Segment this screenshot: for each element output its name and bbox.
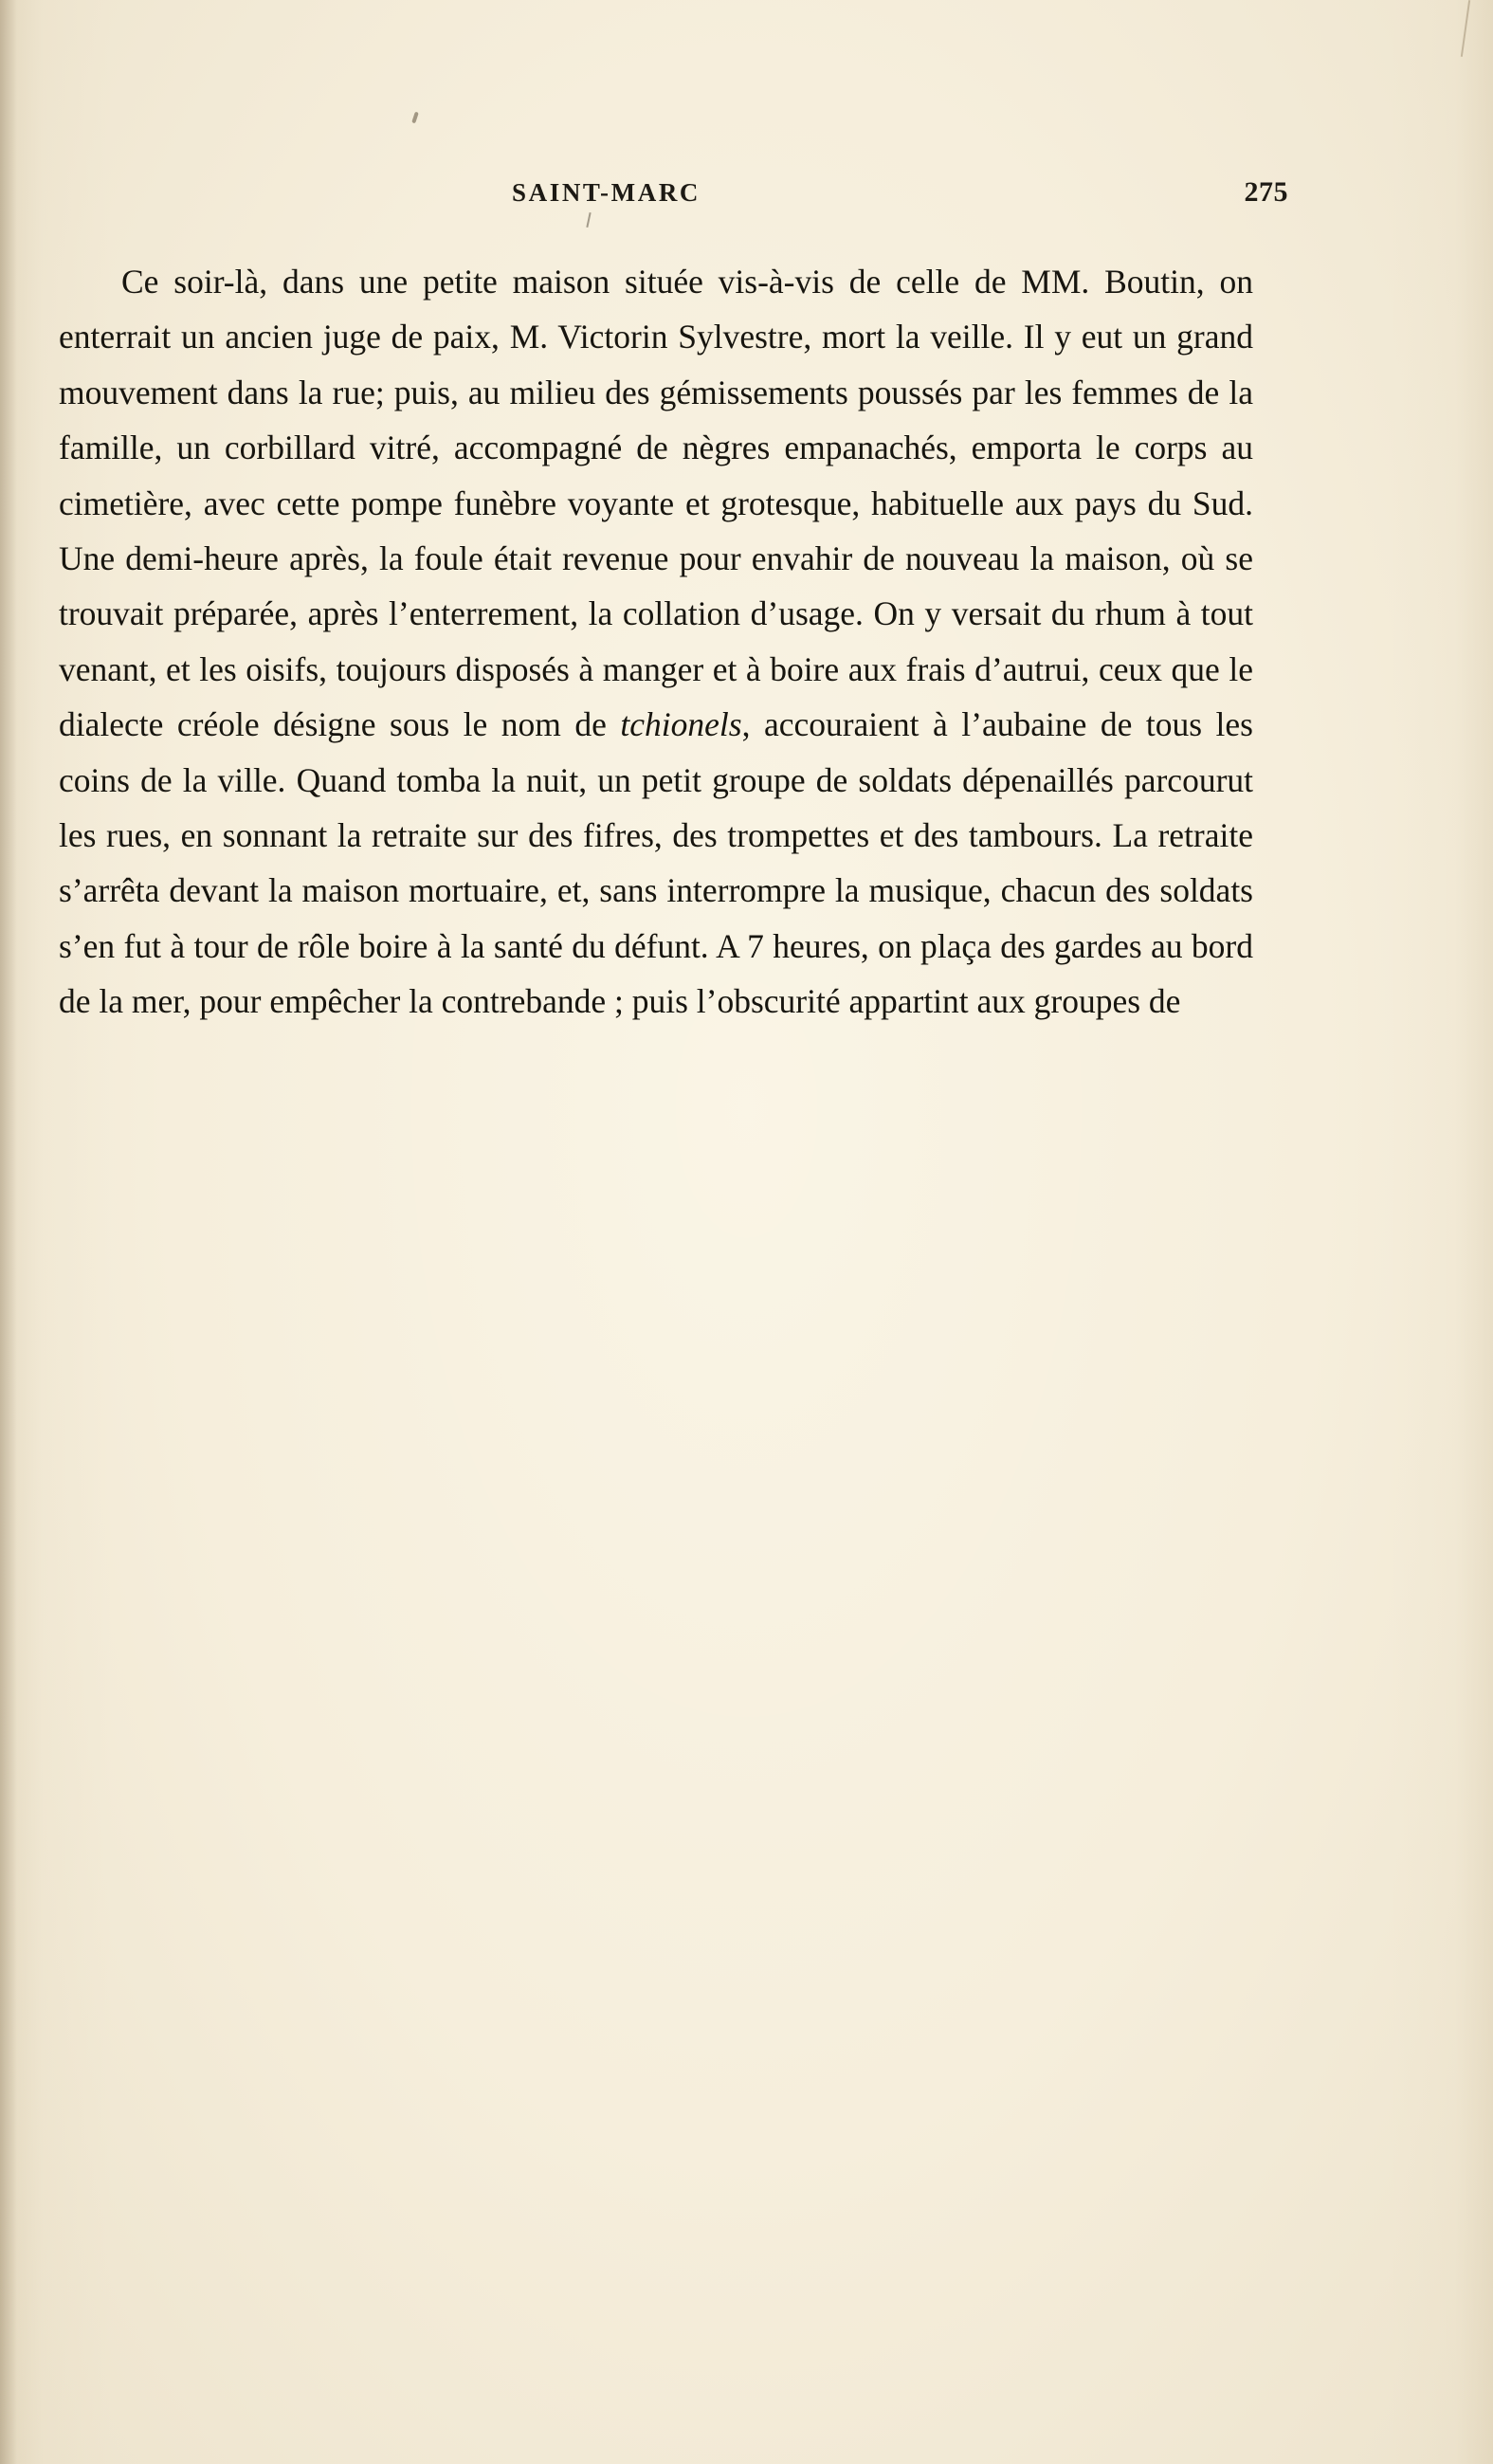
paragraph-1-text-after-italic: , accouraient à l’aubaine de tous les coins de la ville. Quand tomba la nuit, un petit groupe de soldats dépenaillés parcourut les rues, en sonnant la retraite sur des fifres, des trompettes et des tambours. La retraite s’arrêta devant la maison mortuaire, et, sans interrompre la musique, chacun des soldats s’en fut à tour de rôle boire à la santé du défunt. A 7 heures, on plaça des gardes au bord de la mer, pour empêcher la contrebande ; puis l’obscurité appartint aux groupes de — [59, 705, 1253, 1021]
page-body — [59, 254, 1253, 1029]
italic-term-tchionels: tchionels — [620, 705, 742, 744]
ink-speck — [411, 112, 419, 124]
page-number: 275 — [1244, 176, 1288, 208]
page-header — [114, 178, 1379, 216]
ink-tick-mark — [586, 212, 591, 228]
running-head: SAINT-MARC — [512, 178, 701, 207]
paragraph-1-text-before-italic: Ce soir-là, dans une petite maison située vis-à-vis de celle de MM. Boutin, on enterrait un ancien juge de paix, M. Victorin Sylvestre, mort la veille. Il y eut un grand mouvement dans la rue; puis, au milieu des gémissements poussés par les femmes de la famille, un corbillard vitré, accompagné de nègres empanachés, emporta le corps au cimetière, avec cette pompe funèbre voyante et grotesque, habituelle aux pays du Sud. Une demi-heure après, la foule était revenue pour envahir de nouveau la maison, où se trouvait préparée, après l’enterrement, la collation d’usage. On y versait du rhum à tout venant, et les oisifs, toujours disposés à manger et à boire aux frais d’autrui, ceux que le dialecte créole désigne sous le nom de — [59, 263, 1253, 744]
paragraph-1 — [59, 254, 1253, 1029]
